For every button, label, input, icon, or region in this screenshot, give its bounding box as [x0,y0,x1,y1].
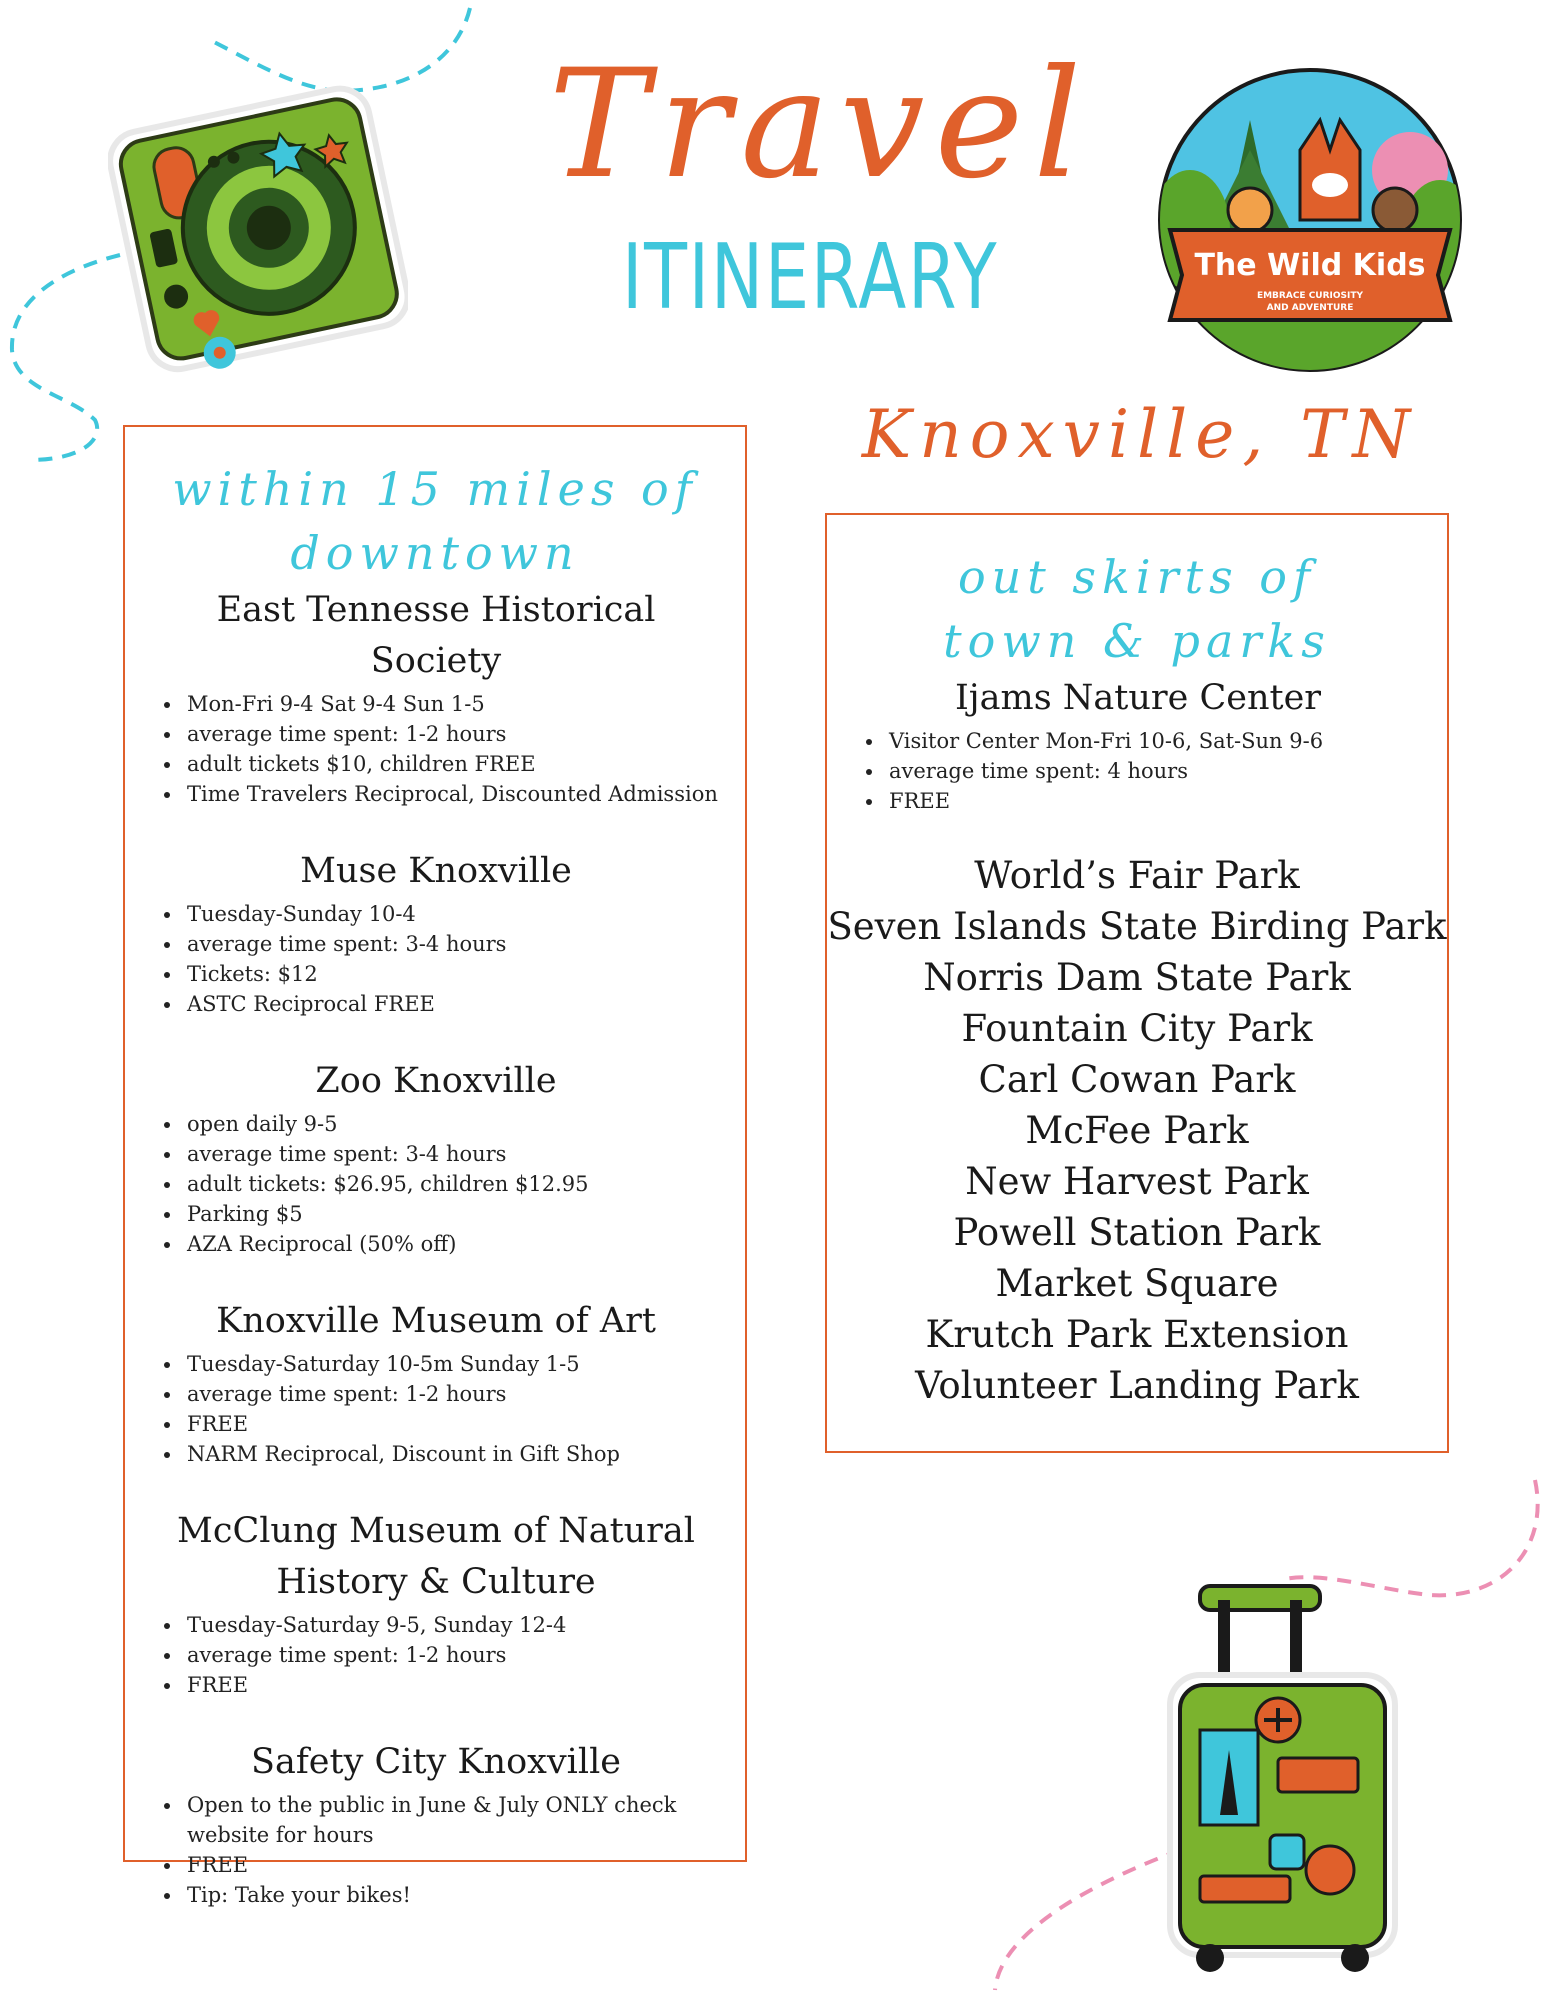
list-item: • Tuesday-Saturday 9-5, Sunday 12-4 [183,1610,725,1640]
park-name: Volunteer Landing Park [915,1364,1359,1407]
list-item: • Tuesday-Sunday 10-4 [183,899,725,929]
park-name: Fountain City Park [961,1007,1313,1050]
outskirts-heading: out skirts of town & parks [943,550,1331,668]
list-item: • average time spent: 3-4 hours [183,1139,725,1169]
park-name: Seven Islands State Birding Park [827,905,1447,948]
list-item: • open daily 9-5 [183,1109,725,1139]
list-item: • Time Travelers Reciprocal, Discounted Admission [183,779,725,809]
list-item: • Tickets: $12 [183,959,725,989]
park-name: New Harvest Park [965,1160,1309,1203]
list-item: • FREE [183,1670,725,1700]
page-title: Travel [548,38,1092,212]
list-item: • NARM Reciprocal, Discount in Gift Shop [183,1439,725,1469]
place-details [147,1109,725,1259]
list-item: • average time spent: 4 hours [885,756,1427,786]
list-item: • adult tickets $10, children FREE [183,749,725,779]
place-name: Muse Knoxville [300,851,572,891]
place-details [147,689,725,809]
place-card [125,1296,745,1469]
place-name: Safety City Knoxville [251,1742,621,1782]
list-item: • average time spent: 1-2 hours [183,1379,725,1409]
list-item: • AZA Reciprocal (50% off) [183,1229,725,1259]
list-item: • Mon-Fri 9-4 Sat 9-4 Sun 1-5 [183,689,725,719]
list-item: • ASTC Reciprocal FREE [183,989,725,1019]
list-item: • adult tickets: $26.95, children $12.95 [183,1169,725,1199]
place-card [125,1506,745,1700]
logo-title: The Wild Kids [1194,248,1426,283]
logo-tagline-1: EMBRACE CURIOSITY [1256,291,1364,301]
nearby-heading: within 15 miles of downtown [172,462,698,580]
place-name: McClung Museum of Natural History & Culture [177,1511,695,1602]
park-name: World’s Fair Park [974,854,1300,897]
park-name: Krutch Park Extension [925,1313,1349,1356]
place-card [125,1737,745,1910]
park-name: McFee Park [1025,1109,1249,1152]
list-item: • Tip: Take your bikes! [183,1880,725,1910]
list-item: • Tuesday-Saturday 10-5m Sunday 1-5 [183,1349,725,1379]
city-name: Knoxville, TN [861,396,1419,473]
place-details [147,1790,725,1910]
place-details [147,899,725,1019]
place-card [125,585,745,809]
list-item: • FREE [183,1409,725,1439]
logo-tagline-2: AND ADVENTURE [1266,303,1354,313]
list-item: • Parking $5 [183,1199,725,1229]
outskirts-parks-box [825,513,1449,1453]
park-name: Carl Cowan Park [978,1058,1296,1101]
place-name: Zoo Knoxville [315,1061,557,1101]
parks-list [827,850,1447,1411]
list-item: • average time spent: 1-2 hours [183,719,725,749]
suitcase-sticker-icon [1160,1580,1410,1980]
place-name: Ijams Nature Center [954,678,1322,718]
place-card [125,1056,745,1259]
list-item: • Open to the public in June & July ONLY check website for hours [183,1790,725,1850]
place-details [147,1610,725,1700]
list-item: • average time spent: 1-2 hours [183,1640,725,1670]
park-name: Powell Station Park [953,1211,1321,1254]
camera-sticker-icon [108,70,408,380]
place-name: East Tennesse Historical Society [216,590,656,681]
list-item: • FREE [885,786,1427,816]
place-card [125,846,745,1019]
wild-kids-logo [1150,60,1470,380]
place-name: Knoxville Museum of Art [216,1301,656,1341]
park-name: Norris Dam State Park [923,956,1351,999]
list-item: • average time spent: 3-4 hours [183,929,725,959]
place-details [147,1349,725,1469]
place-details [849,726,1427,816]
list-item: • FREE [183,1850,725,1880]
list-item: • Visitor Center Mon-Fri 10-6, Sat-Sun 9-6 [885,726,1427,756]
place-card [827,673,1447,816]
park-name: Market Square [995,1262,1279,1305]
nearby-attractions-box [123,425,747,1907]
page-subtitle: ITINERARY [621,225,999,330]
